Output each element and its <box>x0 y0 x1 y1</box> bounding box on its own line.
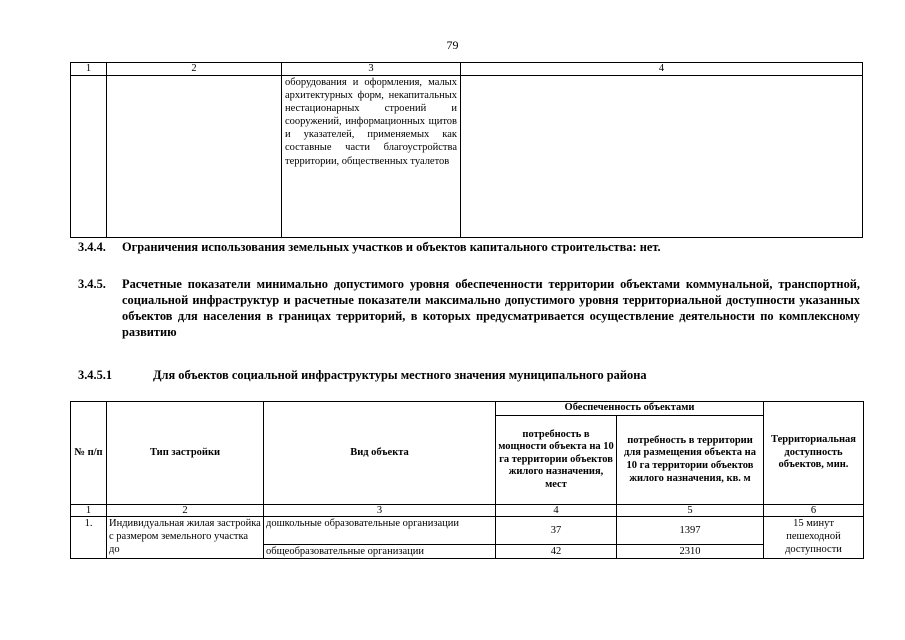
header-object: Вид объекта <box>264 402 496 505</box>
section-number: 3.4.5. <box>78 277 106 291</box>
capacity-value: 37 <box>496 517 617 545</box>
accessibility-value: 15 минут пешеходной доступности <box>764 517 864 559</box>
header-area: потребность в территории для размещения объекта на 10 га территории объектов жилого назначения, кв. м <box>617 416 764 505</box>
section-number: 3.4.5.1 <box>78 368 113 382</box>
column-number: 1 <box>71 63 107 76</box>
section-text: Для объектов социальной инфраструктуры местного значения муниципального района <box>153 368 647 382</box>
section-number: 3.4.4. <box>78 240 106 254</box>
header-num: № п/п <box>71 402 107 505</box>
table-cell <box>461 76 863 238</box>
column-number: 4 <box>496 505 617 517</box>
header-provision-group: Обеспеченность объектами <box>496 402 764 416</box>
table-row <box>71 517 864 545</box>
section-3-4-4-heading <box>78 239 661 255</box>
header-type: Тип застройки <box>107 402 264 505</box>
table-cell <box>71 76 107 238</box>
row-number: 1. <box>71 517 107 559</box>
section-text: Расчетные показатели минимально допустимого уровня обеспеченности территории объектами коммунальной, транспортной, социальной инфраструктур и расчетные показатели максимально допустимого уровня территориальной доступности указанных объектов для населения в границах территорий, в которых предусматривается осуществление деятельности по комплексному развитию <box>122 277 860 339</box>
object-type: дошкольные образовательные организации <box>264 517 496 545</box>
section-text: Ограничения использования земельных участков и объектов капитального строительства: нет. <box>122 240 661 254</box>
page-number: 79 <box>446 38 459 52</box>
building-type: Индивидуальная жилая застройка с размером земельного участка до <box>107 517 264 559</box>
column-number: 6 <box>764 505 864 517</box>
table-header-row <box>71 63 863 76</box>
table-cell <box>107 76 282 238</box>
column-number: 4 <box>461 63 863 76</box>
table-row <box>71 76 863 238</box>
header-row <box>71 402 864 416</box>
column-number: 2 <box>107 505 264 517</box>
header-capacity: потребность в мощности объекта на 10 га территории объектов жилого назначения, мест <box>496 416 617 505</box>
social-infrastructure-table <box>70 401 864 559</box>
header-accessibility: Территориальная доступность объектов, мин. <box>764 402 864 505</box>
area-value: 2310 <box>617 545 764 559</box>
column-number: 3 <box>282 63 461 76</box>
continuation-table <box>70 62 863 238</box>
capacity-value: 42 <box>496 545 617 559</box>
column-number: 5 <box>617 505 764 517</box>
column-numbers-row <box>71 505 864 517</box>
object-type: общеобразовательные организации <box>264 545 496 559</box>
column-number: 3 <box>264 505 496 517</box>
section-3-4-5-1-heading <box>78 367 647 383</box>
column-number: 1 <box>71 505 107 517</box>
column-number: 2 <box>107 63 282 76</box>
area-value: 1397 <box>617 517 764 545</box>
section-3-4-5-heading <box>78 276 860 340</box>
table-cell: оборудования и оформления, малых архитектурных форм, некапитальных нестационарных строений и сооружений, информационных щитов и указателей, применяемых как составные части благоустройства территории, общественных туалетов <box>282 76 461 238</box>
